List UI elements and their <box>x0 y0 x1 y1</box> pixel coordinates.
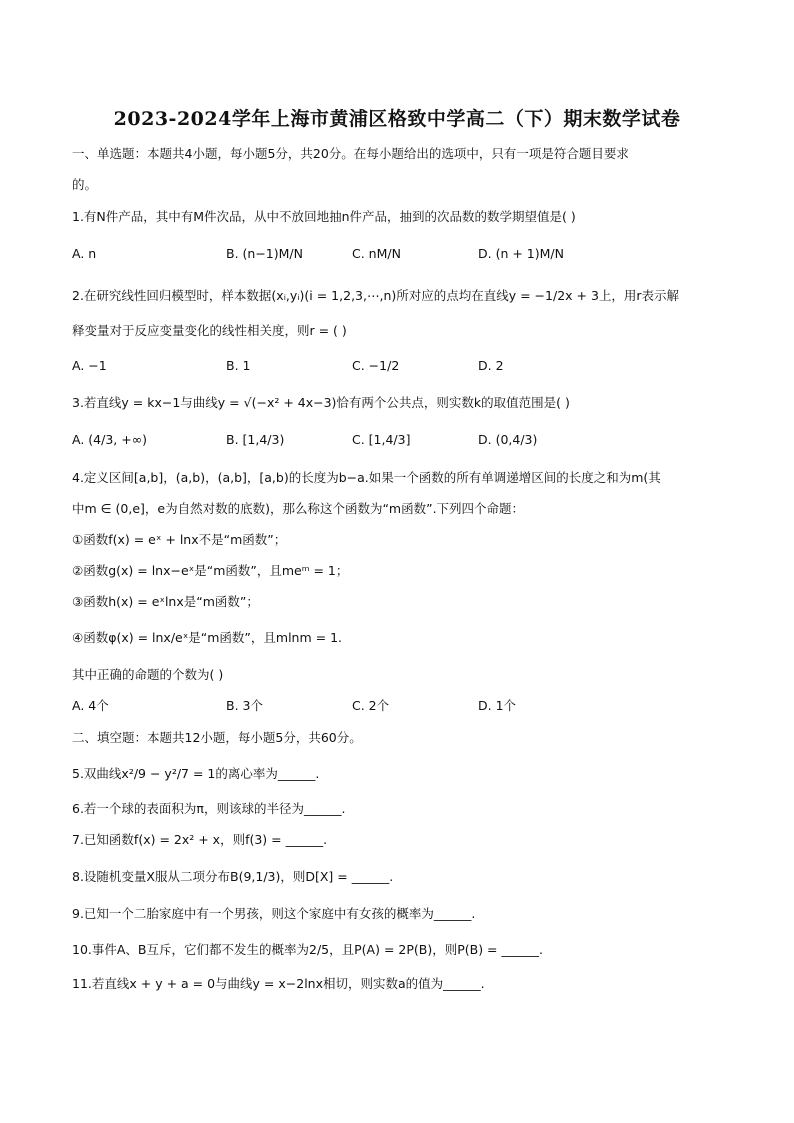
question-4-stem-cont: 中m ∈ (0,e]，e为自然对数的底数)，那么称这个函数为“m函数”.下列四个命题： <box>72 501 525 516</box>
question-4-ask: 其中正确的命题的个数为( ) <box>72 667 224 682</box>
option-b: B. (n−1)M/N <box>226 246 303 261</box>
option-c: C. [1,4/3] <box>352 432 411 447</box>
page-title: 2023-2024学年上海市黄浦区格致中学高二（下）期末数学试卷 <box>113 108 681 130</box>
option-c: C. nM/N <box>352 246 401 261</box>
question-11: 11.若直线x + y + a = 0与曲线y = x−2lnx相切，则实数a的值为______. <box>72 976 485 991</box>
question-1-stem: 1.有N件产品，其中有M件次品，从中不放回地抽n件产品，抽到的次品数的数学期望值是( ) <box>72 209 576 224</box>
question-8: 8.设随机变量X服从二项分布B(9,1/3)，则D[X] = ______. <box>72 869 394 884</box>
section2-heading: 二、填空题：本题共12小题，每小题5分，共60分。 <box>72 730 362 745</box>
option-c: C. −1/2 <box>352 358 400 373</box>
question-5: 5.双曲线x²/9 − y²/7 = 1的离心率为______. <box>72 766 320 781</box>
question-3-stem: 3.若直线y = kx−1与曲线y = √(−x² + 4x−3)恰有两个公共点，则实数k的取值范围是( ) <box>72 395 570 410</box>
section1-heading: 一、单选题：本题共4小题，每小题5分，共20分。在每小题给出的选项中，只有一项是符合题目要求 <box>72 146 629 161</box>
option-a: A. 4个 <box>72 698 109 713</box>
question-7: 7.已知函数f(x) = 2x² + x，则f(3) = ______. <box>72 832 328 847</box>
option-d: D. (0,4/3) <box>478 432 538 447</box>
proposition-2: ②函数g(x) = lnx−eˣ是“m函数”，且meᵐ = 1； <box>72 563 349 578</box>
option-c: C. 2个 <box>352 698 390 713</box>
question-9: 9.已知一个二胎家庭中有一个男孩，则这个家庭中有女孩的概率为______. <box>72 906 476 921</box>
proposition-4: ④函数φ(x) = lnx/eˣ是“m函数”，且mlnm = 1. <box>72 630 342 645</box>
question-2-stem-cont: 释变量对于反应变量变化的线性相关度，则r = ( ) <box>72 323 347 338</box>
question-10: 10.事件A、B互斥，它们都不发生的概率为2/5，且P(A) = 2P(B)，则P(B) = ______. <box>72 942 543 957</box>
question-6: 6.若一个球的表面积为π，则该球的半径为______. <box>72 801 346 816</box>
option-b: B. 3个 <box>226 698 263 713</box>
option-a: A. n <box>72 246 97 261</box>
question-4-stem: 4.定义区间[a,b]，(a,b)，(a,b]，[a,b)的长度为b−a.如果一个函数的所有单调递增区间的长度之和为m(其 <box>72 470 661 485</box>
proposition-3: ③函数h(x) = eˣlnx是“m函数”； <box>72 594 259 609</box>
question-2-stem: 2.在研究线性回归模型时，样本数据(xᵢ,yᵢ)(i = 1,2,3,⋯,n)所对应的点均在直线y = −1/2x + 3上，用r表示解 <box>72 288 680 303</box>
section1-heading-cont: 的。 <box>72 177 98 192</box>
proposition-1: ①函数f(x) = eˣ + lnx不是“m函数”； <box>72 532 287 547</box>
option-b: B. 1 <box>226 358 251 373</box>
option-a: A. −1 <box>72 358 107 373</box>
option-a: A. (4/3, +∞) <box>72 432 147 447</box>
option-b: B. [1,4/3) <box>226 432 285 447</box>
option-d: D. 1个 <box>478 698 517 713</box>
option-d: D. 2 <box>478 358 504 373</box>
option-d: D. (n + 1)M/N <box>478 246 564 261</box>
